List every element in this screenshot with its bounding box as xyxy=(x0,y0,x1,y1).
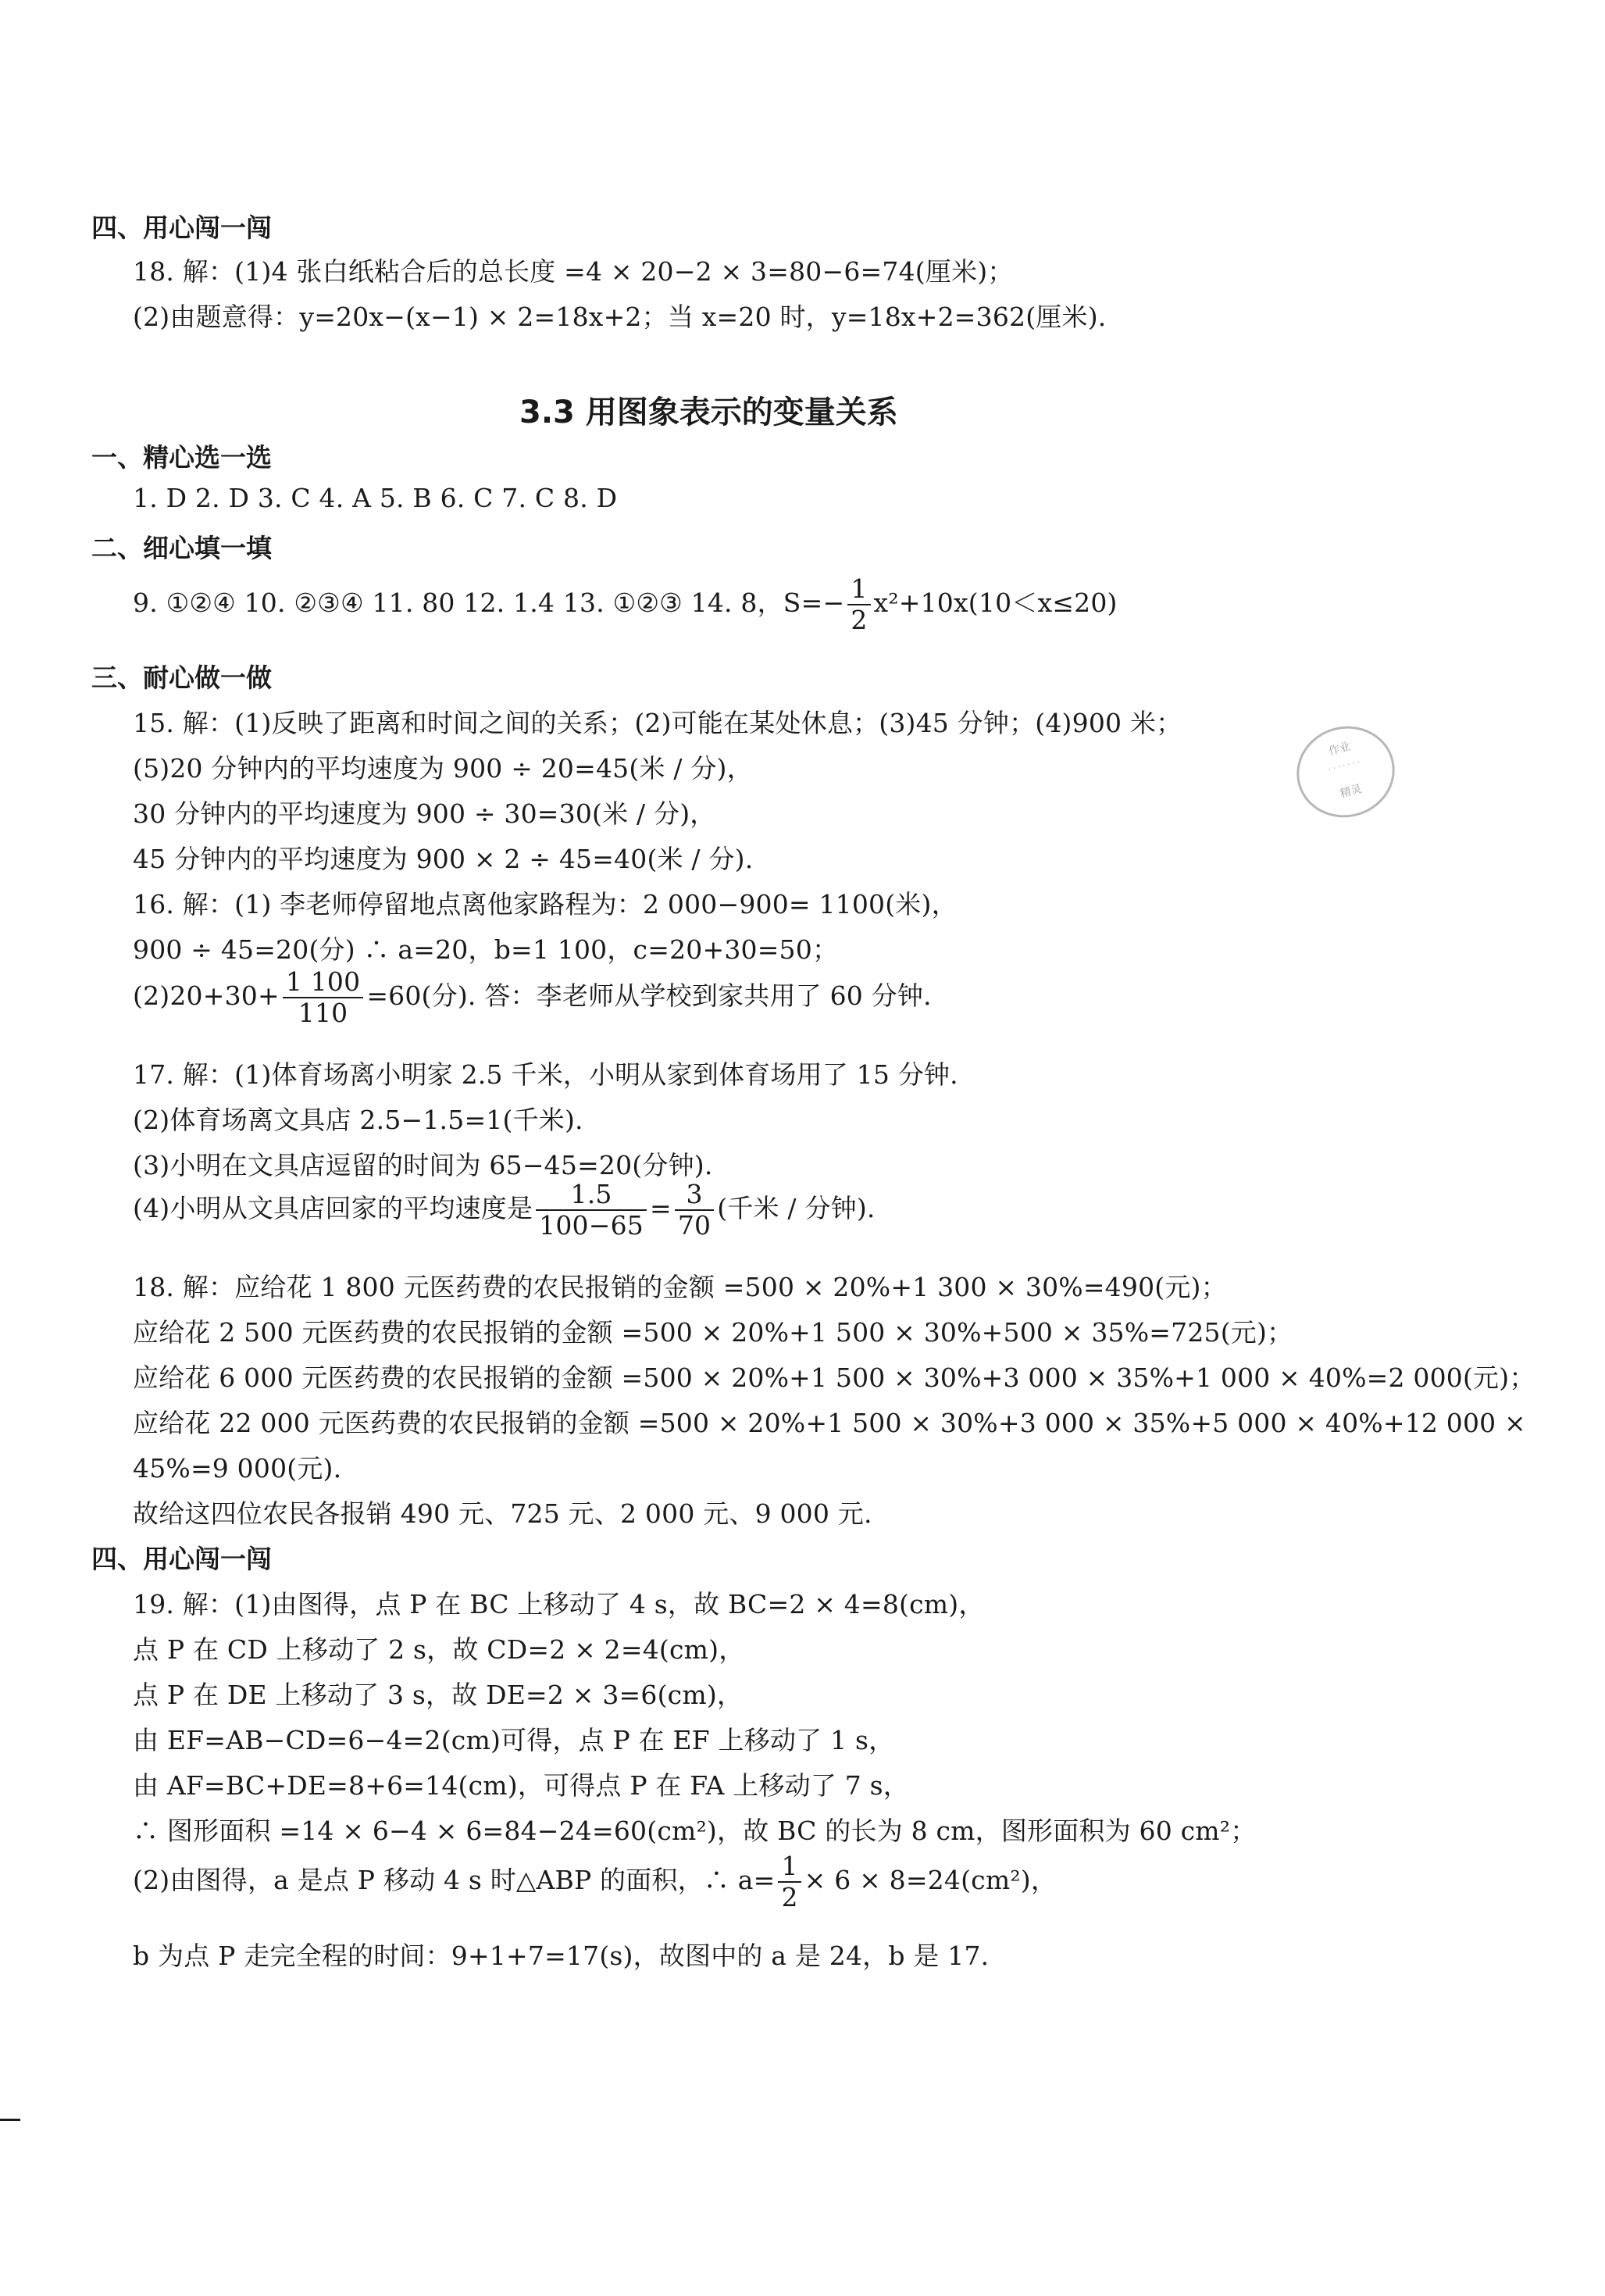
answer-text: =60(分). 答：李老师从学校到家共用了 60 分钟. xyxy=(366,980,932,1011)
fraction xyxy=(536,1180,647,1241)
fraction-denominator: 70 xyxy=(677,1209,712,1241)
answer-text: (千米 / 分钟). xyxy=(717,1192,876,1223)
answer-line xyxy=(133,967,932,1028)
page-corner-mark xyxy=(0,2119,20,2121)
fraction-denominator: 110 xyxy=(298,997,348,1028)
answer-line: b 为点 P 走完全程的时间：9+1+7=17(s)，故图中的 a 是 24，b 是 17. xyxy=(133,1941,990,1971)
answer-line: 应给花 22 000 元医药费的农民报销的金额 =500 × 20%+1 500 × 30%+3 000 × 35%+5 000 × 40%+12 000 × xyxy=(133,1408,1526,1438)
answer-line: 16. 解：(1) 李老师停留地点离他家路程为：2 000−900= 1100(米)， xyxy=(133,889,958,919)
fraction-denominator: 2 xyxy=(851,604,868,635)
answer-line: ∴ 图形面积 =14 × 6−4 × 6=84−24=60(cm²)，故 BC 的长为 8 cm，图形面积为 60 cm²； xyxy=(133,1816,1257,1846)
fraction xyxy=(847,574,870,635)
answer-line: 900 ÷ 45=20(分) ∴ a=20，b=1 100，c=20+30=50； xyxy=(133,934,839,965)
answer-line: 15. 解：(1)反映了距离和时间之间的关系；(2)可能在某处休息；(3)45 分钟；(4)900 米； xyxy=(133,708,1182,738)
answer-line: 应给花 2 500 元医药费的农民报销的金额 =500 × 20%+1 500 × 30%+500 × 35%=725(元)； xyxy=(133,1317,1293,1348)
answer-line: 18. 解：(1)4 张白纸粘合后的总长度 =4 × 20−2 × 3=80−6=74(厘米)； xyxy=(133,256,1014,287)
section-heading: 一、精心选一选 xyxy=(91,442,272,473)
answer-line: (3)小明在文具店逗留的时间为 65−45=20(分钟). xyxy=(133,1150,713,1180)
answer-line: 点 P 在 CD 上移动了 2 s，故 CD=2 × 2=4(cm)， xyxy=(133,1634,745,1665)
fraction-numerator: 3 xyxy=(675,1180,714,1211)
fill-answers-text: 9. ①②④ 10. ②③④ 11. 80 12. 1.4 13. ①②③ 14. 8，S=− xyxy=(133,587,845,618)
answer-line: 18. 解：应给花 1 800 元医药费的农民报销的金额 =500 × 20%+1 300 × 30%=490(元)； xyxy=(133,1272,1227,1302)
fraction-numerator: 1 xyxy=(778,1851,801,1883)
answer-line: 应给花 6 000 元医药费的农民报销的金额 =500 × 20%+1 500 × 30%+3 000 × 35%+1 000 × 40%=2 000(元)； xyxy=(133,1362,1535,1393)
fraction-numerator: 1 xyxy=(847,574,870,605)
answer-line: 45%=9 000(元). xyxy=(133,1453,342,1484)
answer-line: 由 AF=BC+DE=8+6=14(cm)，可得点 P 在 FA 上移动了 7 s， xyxy=(133,1770,909,1801)
answer-line: 45 分钟内的平均速度为 900 × 2 ÷ 45=40(米 / 分). xyxy=(133,844,754,874)
fraction-numerator: 1 100 xyxy=(283,967,363,998)
fraction-denominator: 100−65 xyxy=(539,1209,644,1241)
choice-answers: 1. D 2. D 3. C 4. A 5. B 6. C 7. C 8. D xyxy=(133,483,618,513)
answer-line: (2)体育场离文具店 2.5−1.5=1(千米). xyxy=(133,1105,583,1135)
answer-line xyxy=(133,1851,1057,1912)
answer-line: 故给这四位农民各报销 490 元、725 元、2 000 元、9 000 元. xyxy=(133,1498,872,1529)
answer-text: = xyxy=(650,1192,672,1223)
section-heading: 二、细心填一填 xyxy=(91,533,272,563)
answer-text: (2)由图得，a 是点 P 移动 4 s 时△ABP 的面积，∴ a= xyxy=(133,1864,776,1895)
answer-line: 点 P 在 DE 上移动了 3 s，故 DE=2 × 3=6(cm)， xyxy=(133,1680,744,1710)
fill-answers-text: x²+10x(10＜x≤20) xyxy=(873,587,1118,618)
section-heading: 三、耐心做一做 xyxy=(91,662,272,693)
fraction xyxy=(283,967,363,1028)
answer-line: 17. 解：(1)体育场离小明家 2.5 千米，小明从家到体育场用了 15 分钟. xyxy=(133,1059,958,1090)
answer-line xyxy=(133,1180,876,1241)
section-title: 3.3 用图象表示的变量关系 xyxy=(519,395,898,430)
fill-answers xyxy=(133,574,1118,635)
watermark-stamp: 作业 · · · · · · · 精灵 xyxy=(1286,716,1405,829)
answer-text: (4)小明从文具店回家的平均速度是 xyxy=(133,1192,533,1223)
answer-line: (2)由题意得：y=20x−(x−1) × 2=18x+2；当 x=20 时，y=18x+2=362(厘米). xyxy=(133,302,1107,332)
answer-line: 30 分钟内的平均速度为 900 ÷ 30=30(米 / 分)， xyxy=(133,798,716,829)
section-heading: 四、用心闯一闯 xyxy=(91,1544,272,1574)
answer-line: 19. 解：(1)由图得，点 P 在 BC 上移动了 4 s，故 BC=2 × 4=8(cm)， xyxy=(133,1589,985,1619)
fraction-numerator: 1.5 xyxy=(536,1180,647,1211)
answer-text: × 6 × 8=24(cm²)， xyxy=(804,1864,1058,1895)
answer-line: (5)20 分钟内的平均速度为 900 ÷ 20=45(米 / 分)， xyxy=(133,753,753,784)
answer-line: 由 EF=AB−CD=6−4=2(cm)可得，点 P 在 EF 上移动了 1 s， xyxy=(133,1725,895,1755)
fraction xyxy=(778,1851,801,1912)
fraction xyxy=(675,1180,714,1241)
section-heading: 四、用心闯一闯 xyxy=(91,212,272,243)
answer-text: (2)20+30+ xyxy=(133,980,280,1011)
fraction-denominator: 2 xyxy=(781,1881,798,1912)
